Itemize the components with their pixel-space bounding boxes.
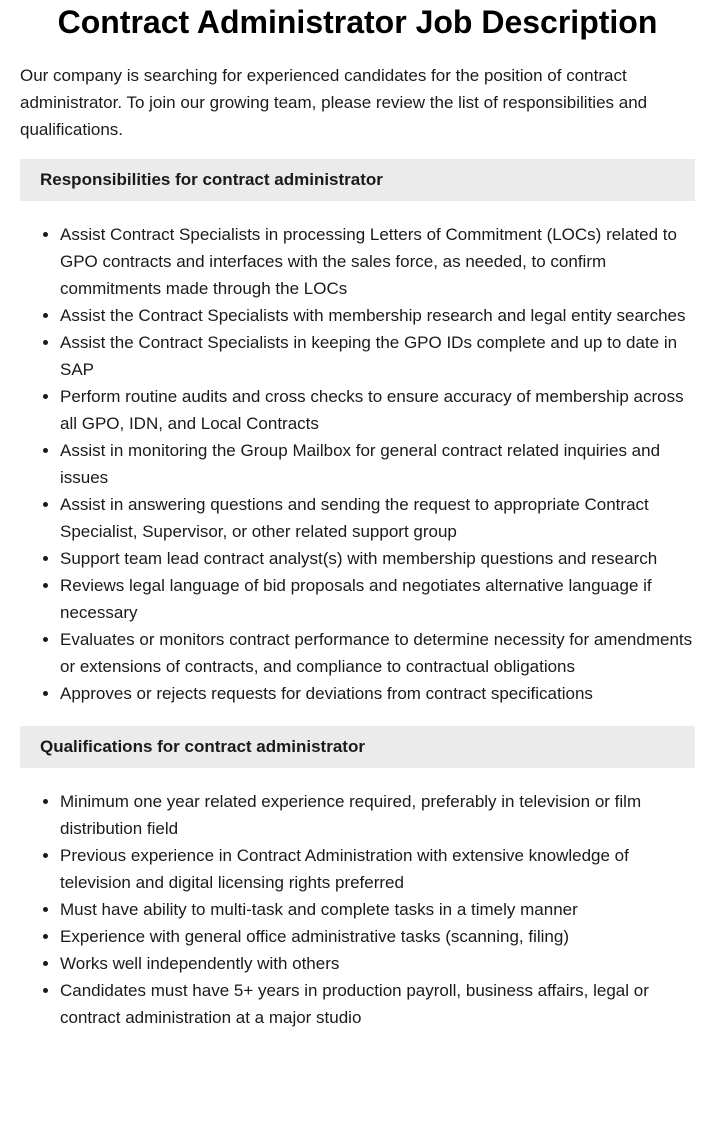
responsibility-item: • Assist in monitoring the Group Mailbox for general contract related inquiries and issues — [60, 437, 695, 491]
qualification-item: • Experience with general office administrative tasks (scanning, filing) — [60, 923, 695, 950]
qualification-item: • Must have ability to multi-task and complete tasks in a timely manner — [60, 896, 695, 923]
responsibility-item: • Support team lead contract analyst(s) with membership questions and research — [60, 545, 695, 572]
responsibility-item: • Assist Contract Specialists in processing Letters of Commitment (LOCs) related to GPO contracts and interfaces with the sales force, as needed, to confirm commitments made through the LOCs — [60, 221, 695, 302]
page-title: Contract Administrator Job Description — [57, 4, 658, 40]
qualification-item: • Works well independently with others — [60, 950, 695, 977]
qualification-item: • Candidates must have 5+ years in production payroll, business affairs, legal or contract administration at a major studio — [60, 977, 695, 1031]
responsibility-item: • Assist the Contract Specialists in keeping the GPO IDs complete and up to date in SAP — [60, 329, 695, 383]
intro-paragraph: Our company is searching for experienced candidates for the position of contract administrator. To join our growing team, please review the list of responsibilities and qualifications. — [20, 66, 648, 139]
qualification-item: • Minimum one year related experience required, preferably in television or film distribution field — [60, 788, 695, 842]
responsibilities-heading: Responsibilities for contract administrator — [20, 159, 695, 201]
responsibility-item: • Perform routine audits and cross checks to ensure accuracy of membership across all GPO, IDN, and Local Contracts — [60, 383, 695, 437]
qualifications-heading: Qualifications for contract administrator — [20, 726, 695, 768]
responsibilities-list — [20, 221, 695, 707]
qualification-item: • Previous experience in Contract Administration with extensive knowledge of television and digital licensing rights preferred — [60, 842, 695, 896]
qualifications-list — [20, 788, 695, 1031]
responsibility-item: • Assist the Contract Specialists with membership research and legal entity searches — [60, 302, 695, 329]
responsibility-item: • Evaluates or monitors contract performance to determine necessity for amendments or extensions of contracts, and compliance to contractual obligations — [60, 626, 695, 680]
responsibility-item: • Assist in answering questions and sending the request to appropriate Contract Specialist, Supervisor, or other related support group — [60, 491, 695, 545]
responsibility-item: • Reviews legal language of bid proposals and negotiates alternative language if necessary — [60, 572, 695, 626]
responsibility-item: • Approves or rejects requests for deviations from contract specifications — [60, 680, 695, 707]
